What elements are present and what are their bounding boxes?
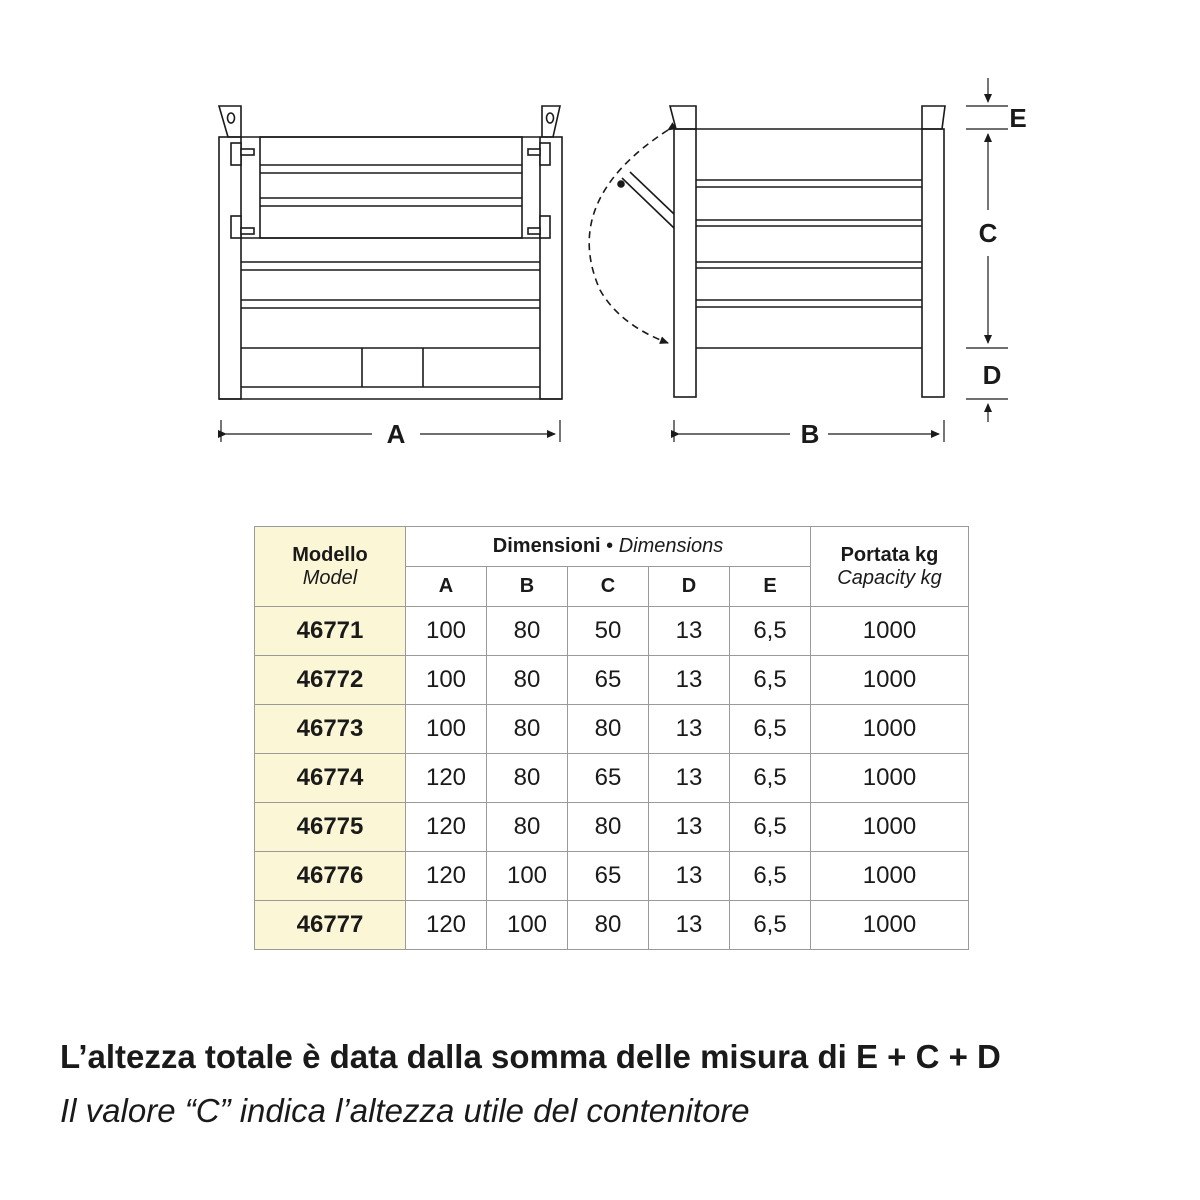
table-row [255, 754, 969, 803]
side-view [589, 106, 945, 397]
dimension-c-cell: 50 [568, 607, 649, 656]
specifications-table [254, 526, 969, 950]
dimension-header-c: C [568, 567, 649, 607]
dimension-d-cell: 13 [649, 852, 730, 901]
container-technical-drawing [0, 0, 1200, 470]
model-number-cell: 46771 [255, 607, 406, 656]
dimension-a-cell: 120 [406, 803, 487, 852]
dimension-label-c: C [978, 218, 998, 248]
capacity-column-header [811, 527, 969, 607]
dimension-d-cell: 13 [649, 901, 730, 950]
dimension-b-cell: 80 [487, 607, 568, 656]
capacity-header-sub: Capacity kg [837, 566, 942, 589]
capacity-cell: 1000 [811, 852, 969, 901]
dimension-label-d: D [982, 360, 1002, 390]
capacity-header-main: Portata kg [840, 543, 939, 566]
dimension-c-cell: 80 [568, 705, 649, 754]
dimension-label-b: B [800, 419, 820, 449]
dimension-b-cell: 80 [487, 705, 568, 754]
dimension-b-cell: 80 [487, 754, 568, 803]
dimension-e-cell: 6,5 [730, 705, 811, 754]
dimension-d-cell: 13 [649, 656, 730, 705]
capacity-cell: 1000 [811, 901, 969, 950]
model-number-cell: 46773 [255, 705, 406, 754]
model-number-cell: 46777 [255, 901, 406, 950]
capacity-cell: 1000 [811, 607, 969, 656]
dimension-e-cell: 6,5 [730, 803, 811, 852]
dimension-a-cell: 120 [406, 852, 487, 901]
capacity-cell: 1000 [811, 656, 969, 705]
dimensions-header-separator: • [600, 535, 619, 557]
dimension-b-cell: 80 [487, 656, 568, 705]
dimension-a-cell: 100 [406, 607, 487, 656]
model-number-cell: 46772 [255, 656, 406, 705]
model-number-cell: 46775 [255, 803, 406, 852]
table-row [255, 656, 969, 705]
dimension-header-d: D [649, 567, 730, 607]
dimension-e-cell: 6,5 [730, 901, 811, 950]
dimension-d-cell: 13 [649, 705, 730, 754]
dimension-header-a: A [406, 567, 487, 607]
total-height-note: L’altezza totale è data dalla somma delle misura di E + C + D [60, 1038, 1001, 1075]
dimension-label-e: E [1009, 103, 1027, 133]
dimension-c-cell: 80 [568, 803, 649, 852]
front-view [219, 106, 562, 399]
capacity-cell: 1000 [811, 803, 969, 852]
dimensions-header-sub: Dimensions [618, 535, 724, 557]
capacity-cell: 1000 [811, 754, 969, 803]
dimension-a-cell: 100 [406, 705, 487, 754]
model-header-main: Modello [292, 543, 368, 566]
dimension-e-cell: 6,5 [730, 656, 811, 705]
model-column-header [255, 527, 406, 607]
dimension-b-cell: 100 [487, 901, 568, 950]
dimensions-header-main: Dimensioni [492, 535, 601, 557]
dimensions-column-header [406, 527, 811, 567]
dimension-e-cell: 6,5 [730, 607, 811, 656]
dimension-d-cell: 13 [649, 754, 730, 803]
dimension-e-cell: 6,5 [730, 754, 811, 803]
capacity-cell: 1000 [811, 705, 969, 754]
useful-height-note: Il valore “C” indica l’altezza utile del contenitore [60, 1092, 750, 1129]
dimension-a-cell: 120 [406, 901, 487, 950]
model-number-cell: 46776 [255, 852, 406, 901]
dimension-b-cell: 100 [487, 852, 568, 901]
dimension-b-cell: 80 [487, 803, 568, 852]
dimension-c-cell: 65 [568, 754, 649, 803]
dimension-c-cell: 80 [568, 901, 649, 950]
dimension-d-cell: 13 [649, 607, 730, 656]
model-header-sub: Model [302, 566, 358, 589]
table-row [255, 852, 969, 901]
model-number-cell: 46774 [255, 754, 406, 803]
table-row [255, 607, 969, 656]
dimension-c-cell: 65 [568, 852, 649, 901]
dimension-a-cell: 100 [406, 656, 487, 705]
table-row [255, 705, 969, 754]
table-row [255, 803, 969, 852]
dimension-a-cell: 120 [406, 754, 487, 803]
dimension-e-cell: 6,5 [730, 852, 811, 901]
dimension-label-a: A [386, 419, 406, 449]
dimension-d-cell: 13 [649, 803, 730, 852]
dimension-c-cell: 65 [568, 656, 649, 705]
dimension-header-b: B [487, 567, 568, 607]
table-row [255, 901, 969, 950]
dimension-header-e: E [730, 567, 811, 607]
